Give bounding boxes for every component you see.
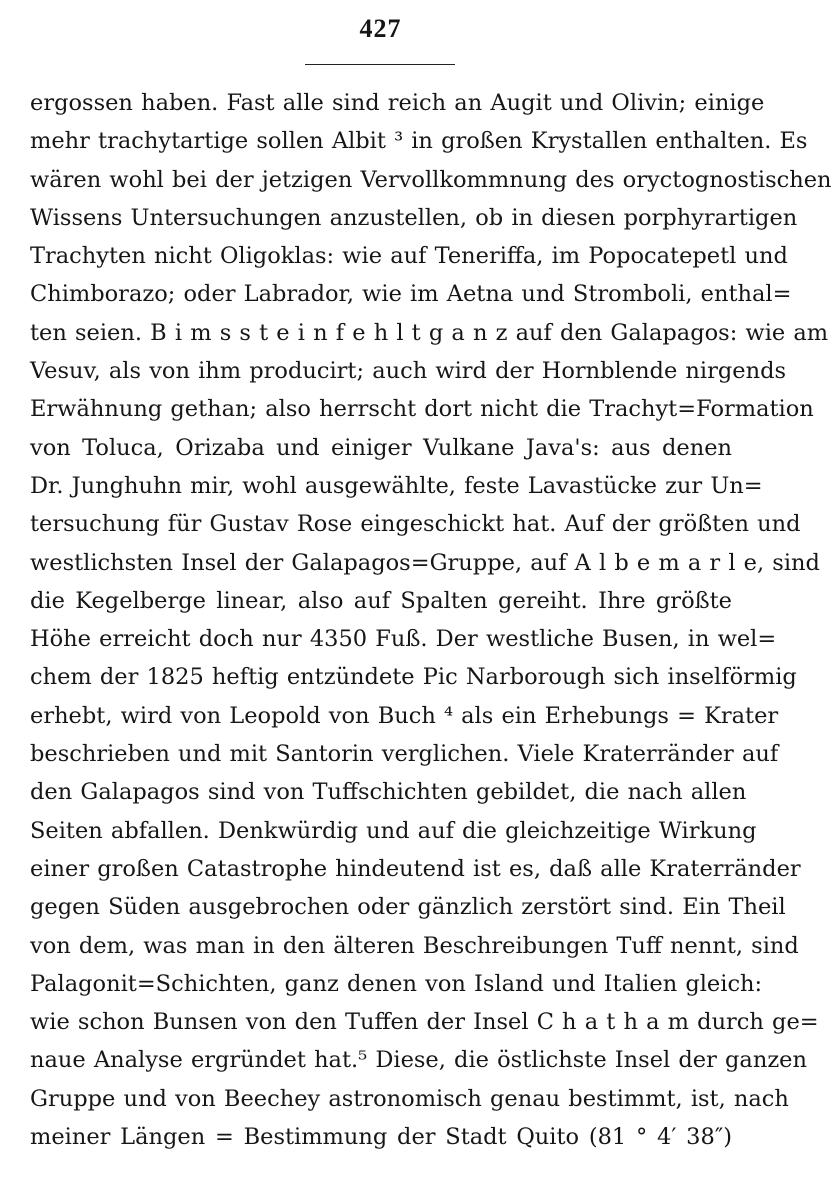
text-line: beschrieben und mit Santorin verglichen. Viele Kraterränder auf [30, 741, 779, 768]
text-line: meiner Längen = Bestimmung der Stadt Quito (81 ° 4′ 38″) [30, 1124, 732, 1151]
text-line: gegen Süden ausgebrochen oder gänzlich zerstört sind. Ein Theil [30, 894, 786, 921]
text-line: ergossen haben. Fast alle sind reich an Augit und Olivin; einige [30, 90, 765, 116]
text-line: westlichsten Insel der Galapagos=Gruppe, auf A l b e m a r l e, sind [30, 549, 820, 576]
text-line: Dr. Junghuhn mir, wohl ausgewählte, feste Lavastücke zur Un= [30, 472, 763, 499]
text-line: Wissens Untersuchungen anzustellen, ob in diesen porphyrartigen [30, 204, 798, 231]
text-line: naue Analyse ergründet hat.⁵ Diese, die östlichste Insel der ganzen [30, 1047, 807, 1074]
text-line: Erwähnung gethan; also herrscht dort nicht die Trachyt=Formation [30, 396, 814, 423]
text-line: Seiten abfallen. Denkwürdig und auf die gleichzeitige Wirkung [30, 817, 757, 844]
text-line: Chimborazo; oder Labrador, wie im Aetna und Stromboli, enthal= [30, 281, 792, 308]
text-line: die Kegelberge linear, also auf Spalten gereiht. Ihre größte [30, 587, 732, 614]
text-line: tersuchung für Gustav Rose eingeschickt hat. Auf der größten und [30, 511, 801, 538]
text-line: mehr trachytartige sollen Albit ³ in großen Krystallen enthalten. Es [30, 128, 808, 155]
text-line: von dem, was man in den älteren Beschreibungen Tuff nennt, sind [30, 932, 799, 959]
text-line: Vesuv, als von ihm producirt; auch wird der Hornblende nirgends [30, 358, 787, 385]
text-line: von Toluca, Orizaba und einiger Vulkane Java's: aus denen [30, 434, 732, 461]
text-line: einer großen Catastrophe hindeutend ist es, daß alle Kraterränder [30, 855, 801, 882]
text-line: Palagonit=Schichten, ganz denen von Island und Italien gleich: [30, 970, 763, 997]
header-rule [305, 64, 455, 65]
text-line: Gruppe und von Beechey astronomisch genau bestimmt, ist, nach [30, 1085, 789, 1112]
text-line: Höhe erreicht doch nur 4350 Fuß. Der westliche Busen, in wel= [30, 626, 777, 653]
text-line: den Galapagos sind von Tuffschichten gebildet, die nach allen [30, 779, 747, 806]
text-line: wie schon Bunsen von den Tuffen der Insel C h a t h a m durch ge= [30, 1009, 819, 1036]
text-line: erhebt, wird von Leopold von Buch ⁴ als ein Erhebungs = Krater [30, 702, 779, 729]
page-number: 427 [359, 14, 402, 43]
text-line: wären wohl bei der jetzigen Vervollkommnung des oryctognostischen [30, 166, 832, 193]
text-line: Trachyten nicht Oligoklas: wie auf Teneriffa, im Popocatepetl und [30, 243, 788, 270]
body-text [30, 84, 832, 1156]
text-line: chem der 1825 heftig entzündete Pic Narborough sich inselförmig [30, 664, 797, 691]
text-line: ten seien. B i m s s t e i n f e h l t g a n z auf den Galapagos: wie am [30, 319, 829, 346]
